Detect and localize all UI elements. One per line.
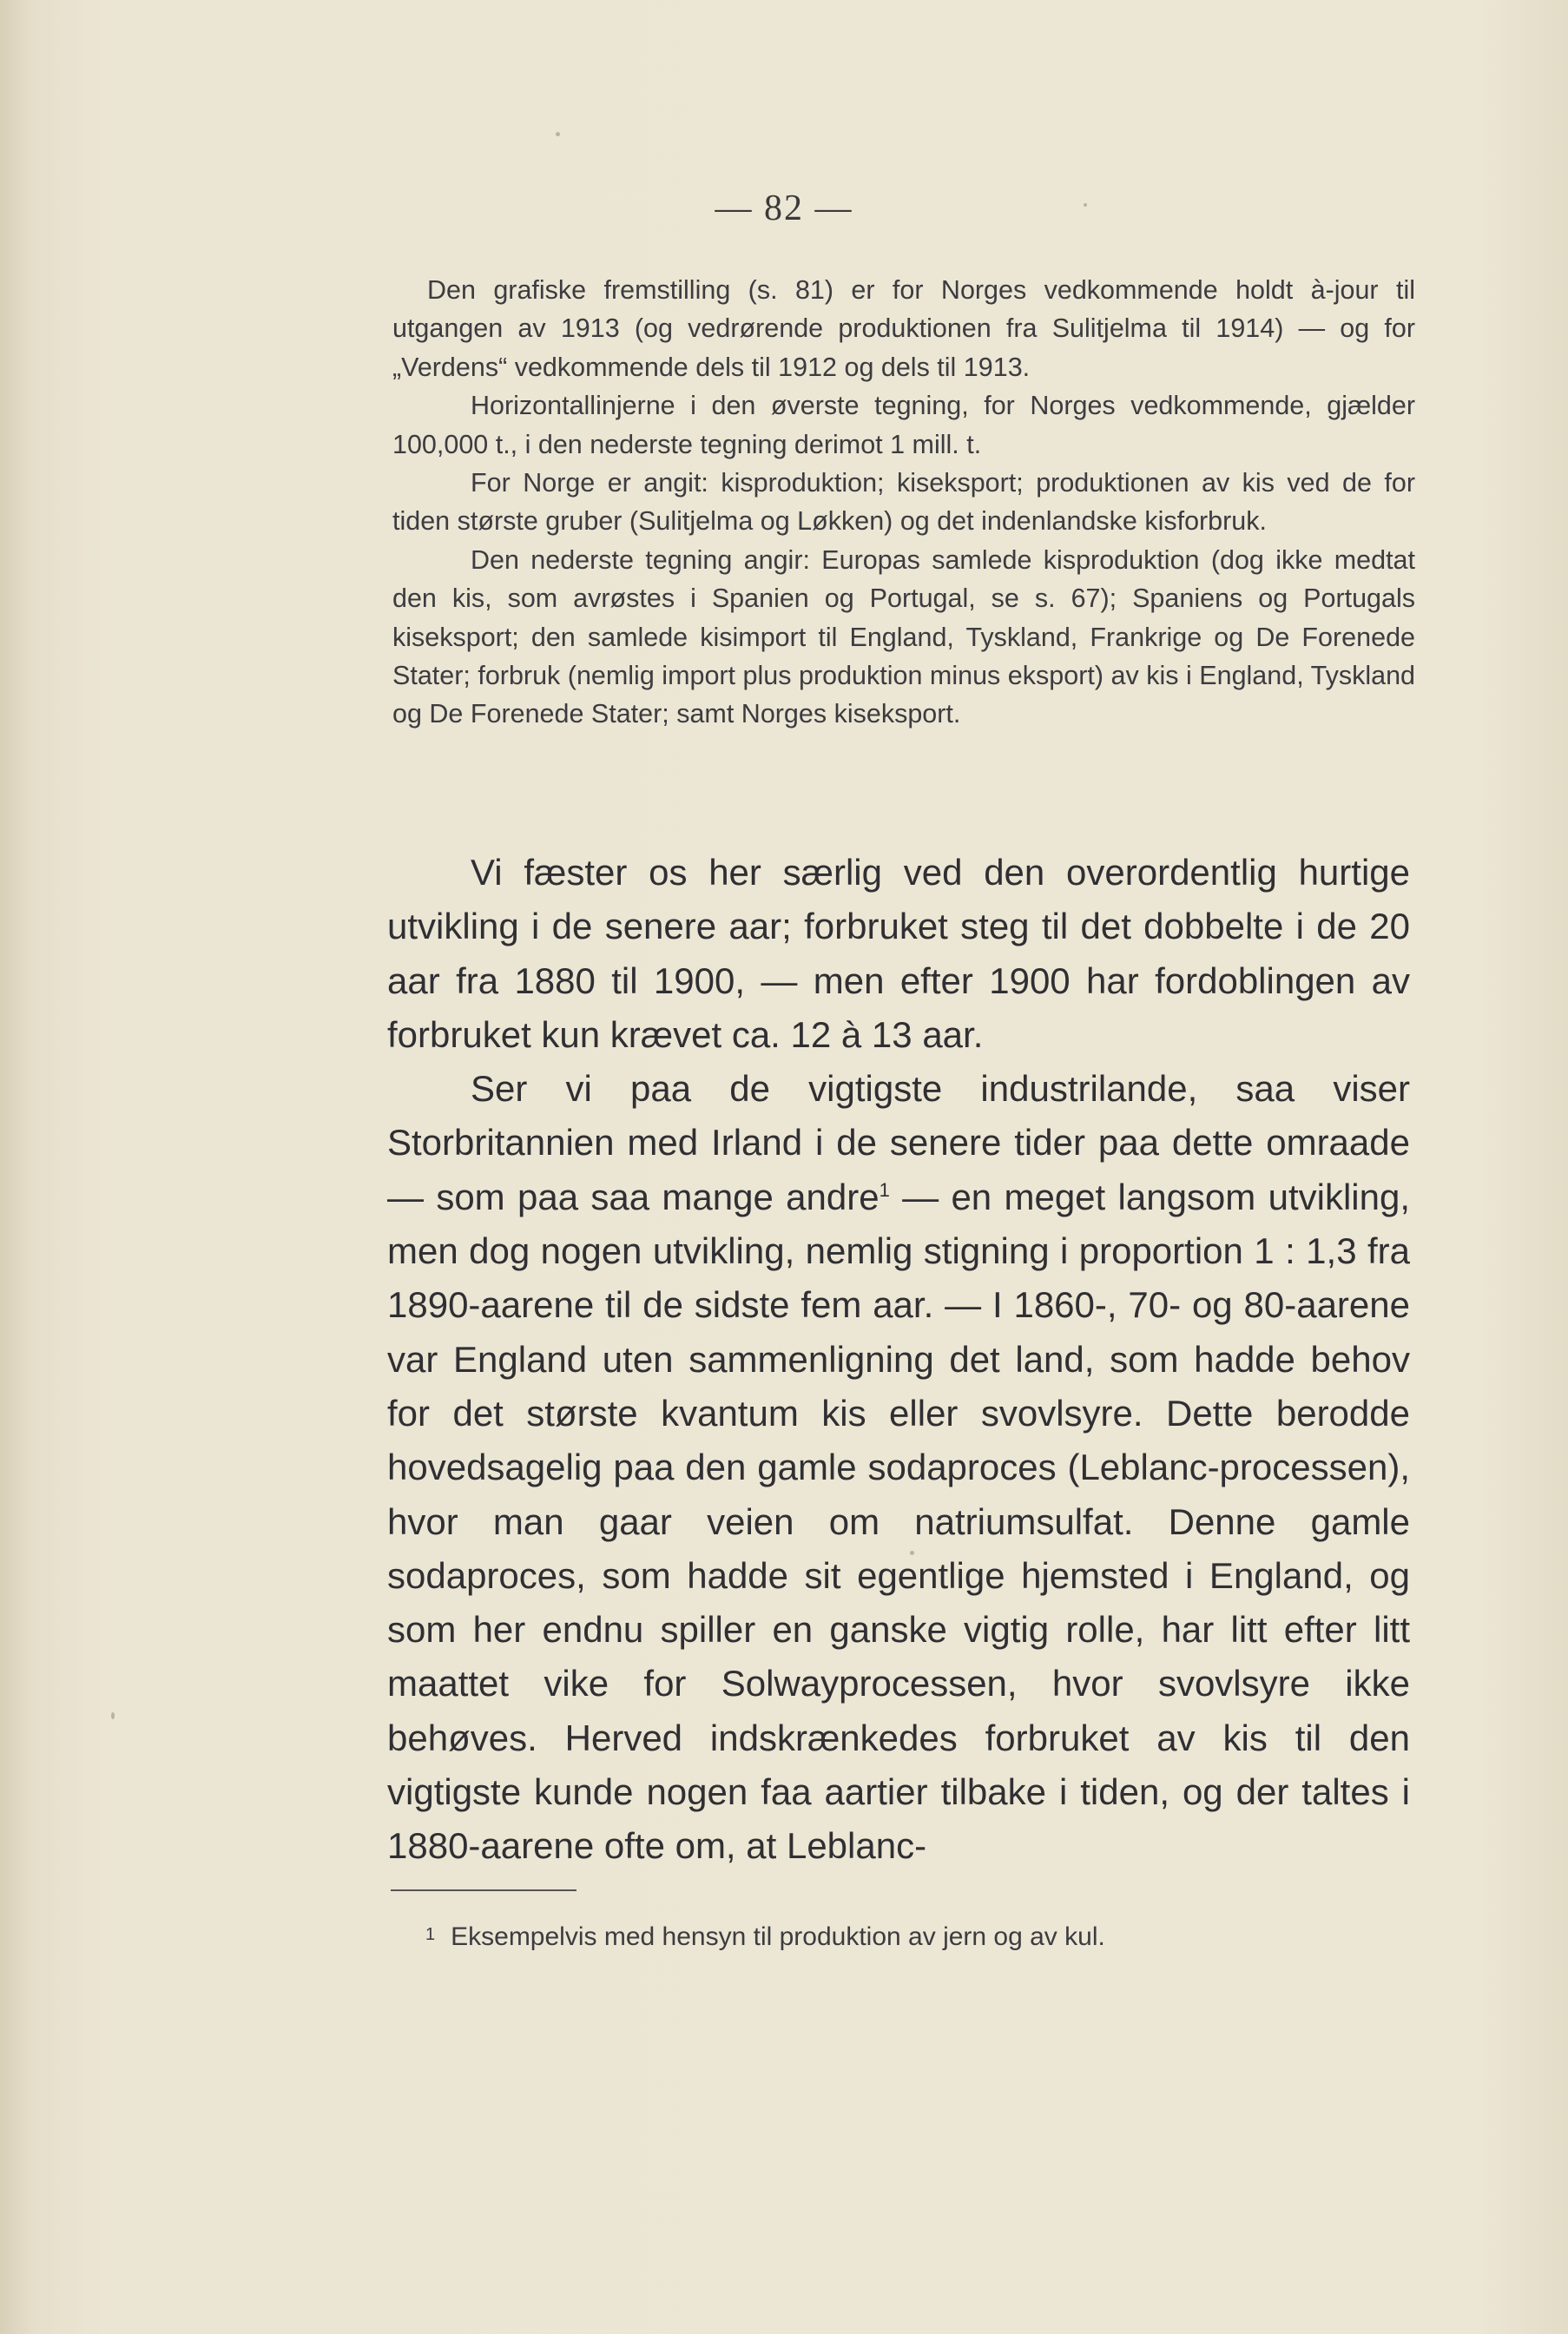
body-text: Ser vi paa de vigtigste industrilande, saa viser Storbritannien med Irland i de senere tider paa dette omraade — som paa saa mange andre [387,1068,1410,1217]
paper-speck [1084,203,1087,207]
footnote-mark: 1 [425,1925,436,1944]
paper-speck [910,1551,914,1555]
body-text: — en meget langsom utvikling, men dog nogen utvikling, nemlig stigning i proportion 1 : 1,3 fra 1890-aarene til de sidste fem aar. — I 1860-, 70- og 80-aarene var England uten sammenligning det land, som hadde behov for det største kvantum kis eller svovlsyre. Dette berodde hovedsagelig paa den gamle sodaproces (Leblanc-processen), hvor man gaar veien om natriumsulfat. Denne gamle sodaproces, som hadde sit egentlige hjemsted i England, og som her endnu spiller en ganske vigtig rolle, har litt efter litt maattet vike for Solwayprocessen, hvor svovlsyre ikke behøves. Herved indskrænkedes forbruket av kis til den vigtigste kunde nogen faa aartier tilbake i tiden, og der taltes i 1880-aarene ofte om, at Leblanc- [387,1176,1410,1867]
footnote-divider [391,1889,576,1891]
figure-explanation [392,271,1415,734]
intro-paragraph: Den grafiske fremstilling (s. 81) er for Norges vedkommende holdt à-jour til utgangen av 1913 (og vedrørende produktionen fra Sulitjelma til 1914) — og for „Verdens“ vedkommende dels til 1912 og dels til 1913. [392,275,1415,382]
body-paragraph [387,1062,1410,1873]
paper-speck [556,132,560,136]
body-paragraph: Vi fæster os her særlig ved den overordentlig hurtige utvikling i de senere aar; forbruket steg til det dobbelte i de 20 aar fra 1880 til 1900, — men efter 1900 har fordoblingen av forbruket kun krævet ca. 12 à 13 aar. [387,852,1410,1055]
main-text [387,846,1410,1874]
intro-paragraph: Horizontallinjerne i den øverste tegning, for Norges vedkommende, gjælder 100,000 t., i den nederste tegning derimot 1 mill. t. [392,391,1415,459]
intro-paragraph: For Norge er angit: kisproduktion; kiseksport; produktionen av kis ved de for tiden største gruber (Sulitjelma og Løkken) og det indenlandske kisforbruk. [392,468,1415,537]
footnote-text: Eksempelvis med hensyn til produktion av jern og av kul. [451,1922,1105,1951]
intro-paragraph: Den nederste tegning angir: Europas samlede kisproduktion (dog ikke medtat den kis, som avrøstes i Spanien og Portugal, se s. 67); Spaniens og Portugals kiseksport; den samlede kisimport til England, Tyskland, Frankrige og De Forenede Stater; forbruk (nemlig import plus produktion minus eksport) av kis i England, Tyskland og De Forenede Stater; samt Norges kiseksport. [392,544,1415,729]
footnote [425,1915,1415,1956]
footnote-reference: 1 [879,1178,890,1201]
page-number: — 82 — [715,188,853,228]
paper-speck [111,1712,115,1719]
